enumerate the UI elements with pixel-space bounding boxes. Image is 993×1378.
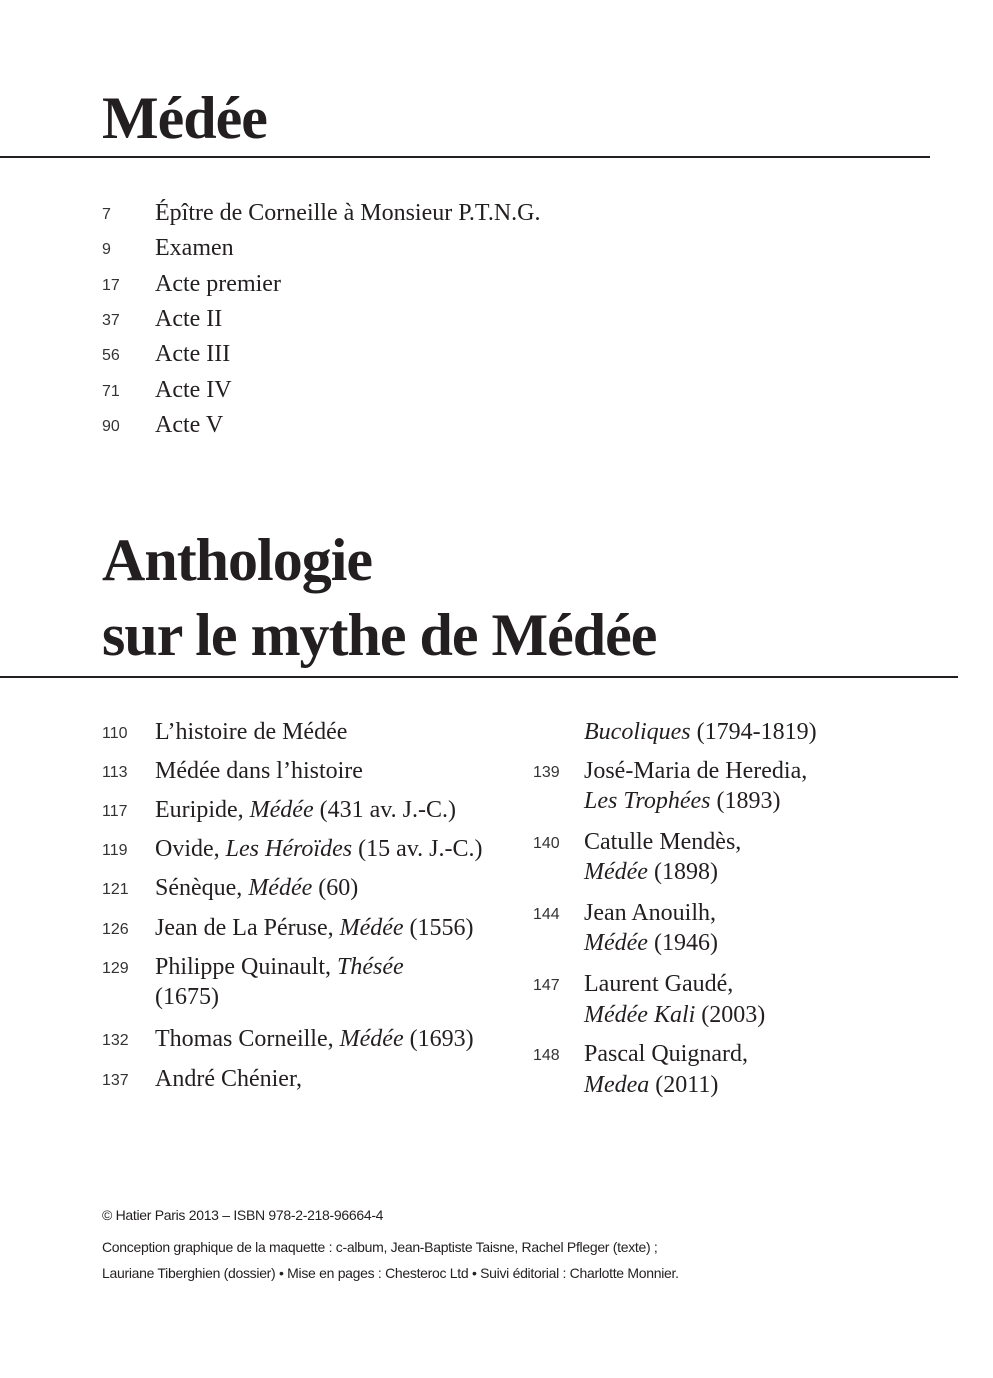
toc-entry-line[interactable] xyxy=(584,1003,765,1027)
toc-entry-line[interactable] xyxy=(155,378,232,402)
work-title: Médée xyxy=(339,1026,404,1052)
section-title-medee: Médée xyxy=(102,85,267,151)
work-title: Médée xyxy=(584,859,648,885)
page-number: 113 xyxy=(102,764,128,781)
work-title: Médée xyxy=(584,930,648,956)
page-number: 17 xyxy=(102,277,120,294)
toc-entry-line[interactable] xyxy=(584,1042,748,1066)
toc-entry-line[interactable] xyxy=(155,876,358,900)
entry-text: André Chénier, xyxy=(155,1066,302,1092)
toc-entry-line[interactable] xyxy=(584,860,718,884)
page-number: 147 xyxy=(533,977,560,994)
toc-entry-line[interactable] xyxy=(155,236,234,260)
page-number: 144 xyxy=(533,906,560,923)
entry-text: (1675) xyxy=(155,984,219,1010)
toc-entry-line[interactable] xyxy=(155,759,363,783)
toc-entry-line[interactable] xyxy=(584,972,733,996)
page-number: 90 xyxy=(102,418,120,435)
page-number: 137 xyxy=(102,1072,129,1089)
entry-text: Euripide, xyxy=(155,797,250,823)
entry-text: Acte III xyxy=(155,341,231,367)
entry-text: Acte II xyxy=(155,306,223,332)
toc-entry-line[interactable] xyxy=(155,272,281,296)
toc-entry-line[interactable] xyxy=(155,413,223,437)
entry-text: José-Maria de Heredia, xyxy=(584,758,808,784)
entry-text: Jean Anouilh, xyxy=(584,900,716,926)
entry-text: (1794-1819) xyxy=(690,719,817,745)
entry-text: Jean de La Péruse, xyxy=(155,915,340,941)
page-number: 121 xyxy=(102,881,129,898)
entry-text: Philippe Quinault, xyxy=(155,954,337,980)
work-title: Médée xyxy=(249,797,314,823)
work-title: Médée Kali xyxy=(584,1002,696,1028)
work-title: Thésée xyxy=(337,954,404,980)
entry-text: (2011) xyxy=(649,1072,719,1098)
entry-text: Laurent Gaudé, xyxy=(584,971,734,997)
entry-text: (15 av. J.-C.) xyxy=(352,836,483,862)
toc-entry-line[interactable] xyxy=(155,955,404,979)
toc-entry-line[interactable] xyxy=(155,1027,474,1051)
entry-text: Catulle Mendès, xyxy=(584,829,742,855)
page-number: 7 xyxy=(102,206,111,223)
entry-text: Acte premier xyxy=(155,271,281,297)
entry-text: Épître de Corneille à Monsieur P.T.N.G. xyxy=(155,200,541,226)
entry-text: Acte V xyxy=(155,412,224,438)
entry-text: Examen xyxy=(155,235,234,261)
toc-entry-line[interactable] xyxy=(584,720,817,744)
entry-text: Thomas Corneille, xyxy=(155,1026,340,1052)
credits-line: Lauriane Tiberghien (dossier) • Mise en pages : Chesteroc Ltd • Suivi éditorial : Charlotte Monnier. xyxy=(102,1265,679,1281)
toc-entry-line[interactable] xyxy=(155,201,540,225)
work-title: Les Trophées xyxy=(584,788,711,814)
copyright-line: © Hatier Paris 2013 – ISBN 978-2-218-96664-4 xyxy=(102,1207,384,1223)
section-divider xyxy=(0,156,930,158)
toc-entry-line[interactable] xyxy=(155,916,474,940)
credits-line: Conception graphique de la maquette : c-album, Jean-Baptiste Taisne, Rachel Pfleger (texte) ; xyxy=(102,1239,658,1255)
entry-text: (1556) xyxy=(403,915,474,941)
page-number: 56 xyxy=(102,347,120,364)
page-number: 140 xyxy=(533,835,560,852)
toc-entry-line[interactable] xyxy=(155,1067,302,1091)
toc-entry-line[interactable] xyxy=(584,789,780,813)
work-title: Les Héroïdes xyxy=(225,836,353,862)
toc-entry-line[interactable] xyxy=(155,720,347,744)
page-number: 71 xyxy=(102,383,120,400)
page-number: 126 xyxy=(102,921,129,938)
entry-text: (1898) xyxy=(647,859,718,885)
work-title: Medea xyxy=(584,1072,650,1098)
entry-text: (1946) xyxy=(647,930,718,956)
section-title-anthologie-line1: Anthologie xyxy=(102,527,373,593)
entry-text: Médée dans l’histoire xyxy=(155,758,363,784)
section-title-anthologie-line2: sur le mythe de Médée xyxy=(102,602,657,668)
page-number: 9 xyxy=(102,241,111,258)
toc-entry-line[interactable] xyxy=(155,798,456,822)
entry-text: L’histoire de Médée xyxy=(155,719,348,745)
entry-text: (60) xyxy=(312,875,359,901)
entry-text: Sénèque, xyxy=(155,875,249,901)
entry-text: (1893) xyxy=(710,788,781,814)
work-title: Médée xyxy=(248,875,313,901)
page-number: 139 xyxy=(533,764,560,781)
page-number: 110 xyxy=(102,725,128,742)
page-number: 37 xyxy=(102,312,120,329)
page-number: 119 xyxy=(102,842,128,859)
toc-entry-line[interactable] xyxy=(155,307,222,331)
page-number: 129 xyxy=(102,960,129,977)
work-title: Médée xyxy=(339,915,404,941)
toc-entry-line[interactable] xyxy=(155,342,230,366)
toc-entry-line[interactable] xyxy=(584,1073,718,1097)
entry-text: (1693) xyxy=(403,1026,474,1052)
page-number: 132 xyxy=(102,1032,129,1049)
toc-entry-line[interactable] xyxy=(584,830,741,854)
toc-entry-line[interactable] xyxy=(584,759,807,783)
page-number: 148 xyxy=(533,1047,560,1064)
work-title: Bucoliques xyxy=(584,719,691,745)
toc-entry-line[interactable] xyxy=(155,985,219,1009)
entry-text: Pascal Quignard, xyxy=(584,1041,748,1067)
entry-text: (431 av. J.-C.) xyxy=(313,797,457,823)
page-number: 117 xyxy=(102,803,128,820)
toc-entry-line[interactable] xyxy=(584,901,716,925)
entry-text: (2003) xyxy=(695,1002,766,1028)
toc-entry-line[interactable] xyxy=(584,931,718,955)
toc-entry-line[interactable] xyxy=(155,837,483,861)
section-divider xyxy=(0,676,958,678)
entry-text: Ovide, xyxy=(155,836,226,862)
entry-text: Acte IV xyxy=(155,377,232,403)
